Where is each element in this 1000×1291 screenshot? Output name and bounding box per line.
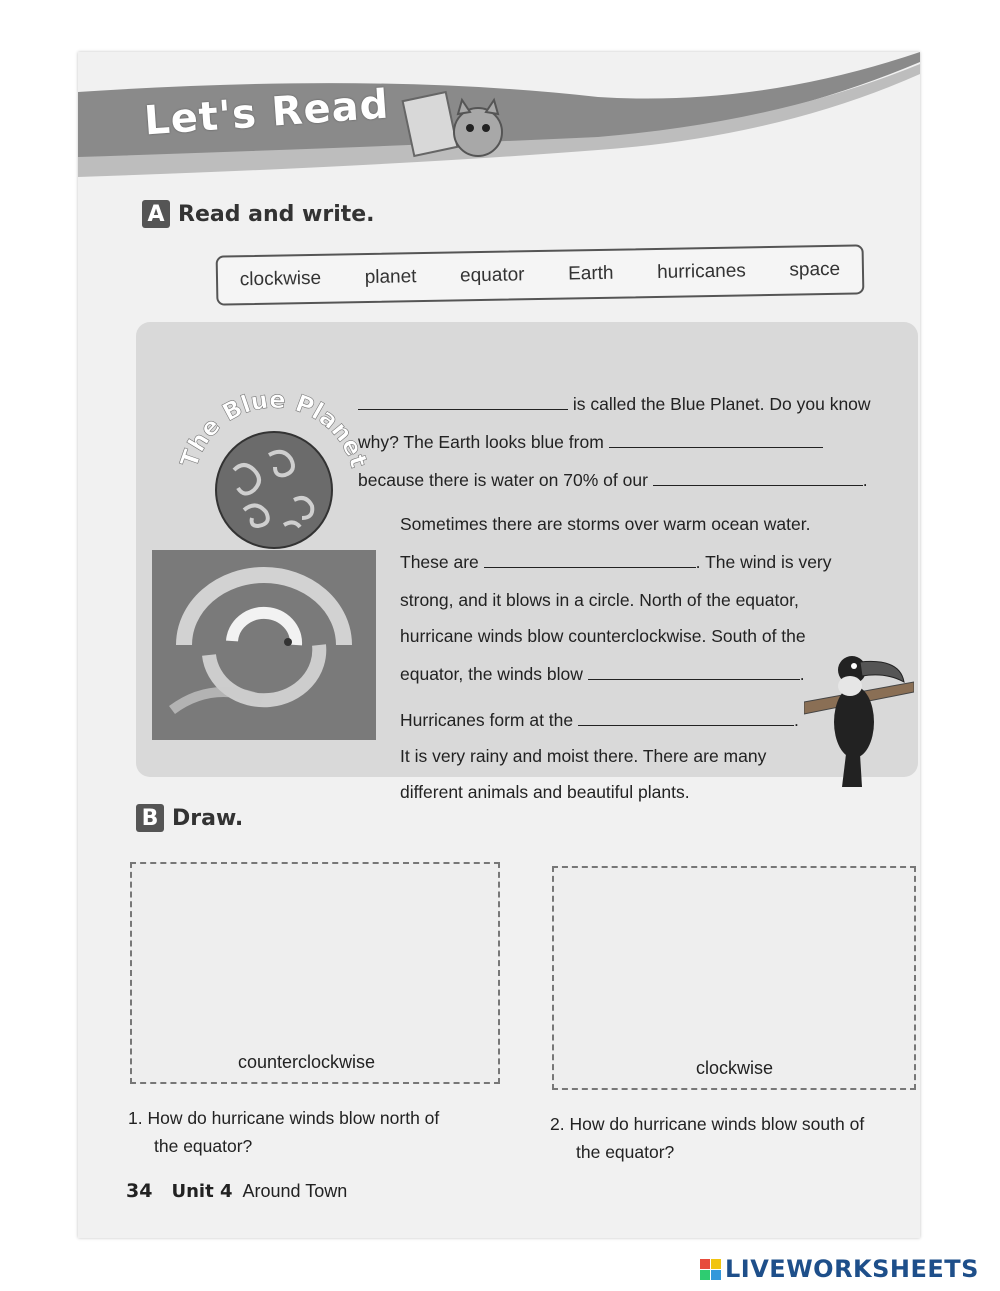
reading-line-7: hurricane winds blow counterclockwise. South of the [400,626,806,646]
text: . [794,710,799,730]
text: because there is water on 70% of our [358,470,648,490]
text: . [799,664,805,684]
answer-blank[interactable] [609,433,823,448]
toucan-image [804,642,914,792]
question-1-line-2: the equator? [154,1136,253,1156]
text: equator, the winds blow [400,664,583,684]
draw-box-north-label: counterclockwise [238,1052,376,1072]
question-2-line-2: the equator? [576,1142,675,1162]
section-a-badge: A [142,200,170,228]
draw-box-north[interactable] [130,862,500,1084]
text: These are [400,552,479,572]
answer-blank[interactable] [358,395,568,410]
text: . The wind is very [695,552,832,572]
text: . [862,470,868,490]
answer-blank[interactable] [588,665,800,680]
worksheet-page [78,52,920,1238]
word-bank-item: planet [364,266,417,289]
draw-box-south-label: clockwise [696,1058,774,1078]
word-bank-item: Earth [567,262,614,285]
answer-blank[interactable] [578,711,794,726]
brand-name: LIVEWORKSHEETS [725,1255,979,1283]
page-number: 34 [126,1180,153,1202]
answer-blank[interactable] [484,553,696,568]
globe-label: The Blue Planet [175,385,373,471]
word-bank-item: clockwise [239,267,322,291]
reading-line-5 [400,552,832,573]
section-b-title: Draw. [172,805,244,831]
blue-planet-globe-image [174,350,374,550]
reading-line-9 [400,710,799,731]
reading-line-10: It is very rainy and moist there. There are many [400,746,767,766]
reading-line-2 [358,432,823,453]
text: Hurricanes form at the [400,710,574,730]
reading-line-3 [358,470,868,491]
word-bank [216,244,865,305]
word-bank-item: equator [459,264,525,287]
reading-line-4: Sometimes there are storms over warm ocean water. [400,514,811,534]
unit-title: Around Town [242,1181,348,1201]
hurricane-satellite-image [152,550,376,740]
word-bank-item: hurricanes [656,260,747,283]
draw-box-south[interactable] [552,866,916,1090]
reading-line-11: different animals and beautiful plants. [400,782,690,802]
word-bank-item: space [789,258,841,281]
liveworksheets-logo [700,1255,979,1283]
unit-label: Unit 4 [171,1181,233,1202]
section-b-header [136,804,243,832]
banner-title: Let's Read [142,81,391,145]
text: is called the Blue Planet. Do you know [572,394,871,414]
reading-panel [136,322,918,802]
answer-blank[interactable] [653,471,863,486]
section-b-badge: B [136,804,164,832]
reading-line-1 [358,394,871,415]
section-a-header [142,200,375,228]
page-footer [126,1180,347,1202]
question-2-line-1: 2. How do hurricane winds blow south of [550,1114,865,1134]
reading-line-6: strong, and it blows in a circle. North of the equator, [400,590,799,610]
liveworksheets-icon [700,1259,721,1280]
question-1 [128,1104,439,1160]
section-a-title: Read and write. [178,201,375,227]
question-2 [550,1110,864,1166]
text: why? The Earth looks blue from [358,432,604,452]
reading-line-8 [400,664,805,685]
question-1-line-1: 1. How do hurricane winds blow north of [128,1108,440,1128]
